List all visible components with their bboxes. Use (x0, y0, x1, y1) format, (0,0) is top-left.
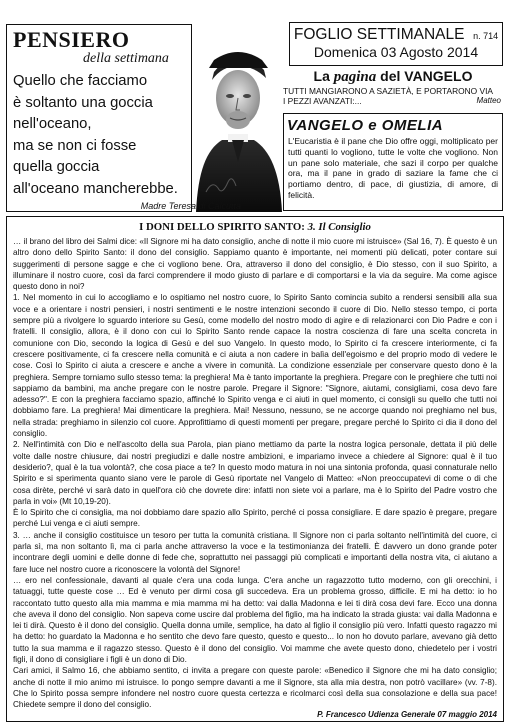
vangelo-omelia-box (283, 113, 503, 211)
pagina-source: Matteo (476, 96, 501, 105)
pagina-vangelo-box (283, 68, 503, 111)
article-title-em: 3. Il Consiglio (307, 221, 371, 233)
quote-line: è soltanto una goccia (13, 94, 153, 111)
issue-date: Domenica 03 Agosto 2014 (313, 44, 479, 60)
pagina-title-post: del VANGELO (376, 68, 473, 84)
article-paragraph: 1. Nel momento in cui lo accogliamo e lo ospitiamo nel nostro cuore, lo Spirito Santo comincia subito a rendersi sensibili alla sua voce e a orientare i nostri pensieri, i nostri sentimenti e le nostre intenzioni secondo il cuore di Dio. Nello stesso tempo, ci porta sempre più a rivolgere lo sguardo interiore su Gesù, come modello del nostro modo di agire e di relazionarci con Dio Padre e con i fratelli. Il consiglio, allora, è il dono con cui lo Spirito Santo rende capace la nostra coscienza di fare una scelta concreta in comunione con Dio, secondo la logica di Gesù e del suo Vangelo. In questo modo, lo Spirito ci fa crescere interiormente, ci fa crescere positivamente, ci fa crescere nella comunità e ci aiuta a non cadere in balìa dell'egoismo e del proprio modo di vedere le cose. Così lo Spirito ci aiuta a crescere e anche a vivere in comunità. La condizione essenziale per conservare questo dono è la preghiera. Sempre torniamo sullo stesso tema: la preghiera! Ma è tanto importante la preghiera. Pregare con le preghiere che tutti noi sappiamo da bambini, ma anche pregare con le nostre parole. Pregare il Signore: "Signore, aiutami, consigliami, cosa devo fare adesso?". E con la preghiera facciamo spazio, affinché lo Spirito venga e ci aiuti in quel momento, ci consigli su quello che tutti noi dobbiamo fare. La preghiera! Mai dimenticare la preghiera. Mai! Nessuno, nessuno, se ne accorge quando noi preghiamo nel bus, nella strada: preghiamo in silenzio col cuore. Approfittiamo di questi momenti per pregare, pregare perché lo Spirito ci dia il dono del consiglio. (13, 293, 497, 439)
quote-line: Quello che facciamo (13, 73, 148, 89)
article-paragraph: È lo Spirito che ci consiglia, ma noi dobbiamo dare spazio allo Spirito, perché ci possa consigliare. E dare spazio è pregare, pregare perché Lui venga e ci aiuti sempre. (13, 508, 497, 529)
quote-line: nell'oceano, (13, 116, 92, 132)
pagina-title-pre: La (313, 68, 334, 84)
article-paragraph: 3. … anche il consiglio costituisce un tesoro per tutta la comunità cristiana. Il Signore non ci parla soltanto nell'intimità del cuore, ci parla sì, ma non soltanto lì, ma ci parla anche attraverso la voce e la testimonianza dei fratelli. È davvero un dono grande poter incontrare degli uomini e delle donne di fede che, soprattutto nei passaggi più complicati e importanti della nostra vita, ci aiutano a fare luce nel nostro cuore a riconoscere la volontà del Signore! (13, 530, 497, 574)
quote-author: Madre Teresa di Calcutta (140, 201, 241, 211)
article-title (13, 221, 497, 233)
issue-number: n. 714 (473, 31, 499, 41)
newsletter-header (289, 22, 503, 66)
pagina-title (283, 68, 503, 86)
header-title: FOGLIO SETTIMANALE (293, 26, 465, 43)
pagina-line-2: I PEZZI AVANZATI:... (283, 96, 362, 106)
quote-line: quella goccia (13, 159, 100, 175)
quote-line: all'oceano mancherebbe. (13, 180, 178, 197)
article-title-main: I DONI DELLO SPIRITO SANTO: (139, 221, 308, 233)
main-article (6, 216, 504, 722)
article-paragraph: 2. Nell'intimità con Dio e nell'ascolto della sua Parola, pian piano mettiamo da parte la nostra logica personale, dettata il più delle volte dalle nostre chiusure, dai nostri pregiudizi e dalle nostre ambizioni, e impariamo invece a chiedere al Signore: qual è il tuo desiderio?, qual è la tua volontà?, che cosa piace a te? In questo modo matura in noi una sintonia profonda, quasi connaturale nello Spirito e si sperimenta quanto siano vere le parole di Gesù riportate nel Vangelo di Matteo: «Non preoccupatevi di come o di che cosa dirète, perché vi sarà dato in quell'ora ciò che dovrete dire: infatti non siete voi a parlare, ma è lo Spirito del Padre vostro che parla in voi» (Mt 10,19-20). (13, 440, 497, 506)
pagina-title-em: pagina (333, 69, 377, 85)
pensiero-quote (13, 71, 248, 200)
vangelo-omelia-body: L'Eucaristia è il pane che Dio offre oggi, moltiplicato per tutti quanti lo vogliono, tutte le volte che vogliono. Non un pane solo materiale, che sazi il corpo per qualche ora, ma il pane in grado di saziare la fame che ci portiamo dentro, di pace, di giustizia, di amore, di felicità. (288, 136, 498, 200)
article-paragraph: Cari amici, il Salmo 16, che abbiamo sentito, ci invita a pregare con queste parole: «Benedico il Signore che mi ha dato consiglio; anche di notte il mio animo mi istruisce. Io pongo sempre davanti a me il Signore, sta alla mia destra, non potrò vacillare» (vv. 7-8). Che lo Spirito possa sempre infondere nel nostro cuore questa certezza e ricolmarci così della sua consolazione e della sua pace! Chiedete sempre il dono del consiglio. (13, 666, 497, 710)
article-paragraph: … il brano del libro dei Salmi dice: «Il Signore mi ha dato consiglio, anche di notte il mio cuore mi istruisce» (Sal 16, 7). È questo è un altro dono dello Spirito Santo: il dono del consiglio. Sappiamo quanto è importante, nei momenti più delicati, poter contare sui suggerimenti di persone sagge e che ci vogliono bene. Ora, attraverso il dono del consiglio, è Dio stesso, con il suo Spirito, a illuminare il nostro cuore, così da farci comprendere il modo giusto di parlare e di comportarsi e la via da seguire. Ma come agisce questo dono in noi? (13, 237, 497, 292)
quote-line: ma se non ci fosse (13, 137, 137, 154)
pagina-line-1: TUTTI MANGIARONO A SAZIETÀ, E PORTARONO VIA (283, 86, 494, 96)
vangelo-omelia-title: VANGELO e OMELIA (287, 117, 444, 134)
pensiero-subtitle: della settimana (83, 51, 169, 66)
pensiero-title: PENSIERO (13, 27, 130, 52)
article-signature: P. Francesco Udienza Generale 07 maggio 2014 (317, 710, 497, 720)
article-paragraph: … ero nel confessionale, davanti al quale c'era una coda lunga. C'era anche un ragazzotto tutto moderno, con gli orecchini, i tatuaggi, tutte queste cose … Ed è venuto per dirmi cosa gli succedeva. Era un problema grosso, difficile. E mi ha detto: io ho raccontato tutto questo alla mia mamma e mia mamma mi ha detto: vai dalla Madonna e lei ti dirà cosa devi fare. Ecco una donna che aveva il dono del consiglio. Non sapeva come uscire dal problema del figlio, ma ha indicato la strada giusta: vai dalla Madonna e lei ti dirà. Questo è il dono del consiglio. Quella donna umile, semplice, ha dato al figlio il consiglio più vero. Infatti questo ragazzo mi ha detto: ho guardato la Madonna e ho sentito che devo fare questo, questo e questo... Io non ho dovuto parlare, avevano già detto tutto la sua mamma e il ragazzo stesso. Questo è il dono del consiglio. Voi mamme che avete questo dono, chiedetelo per i vostri figli, il dono di consigliare i figli è un dono di Dio. (13, 575, 497, 664)
pensiero-box (6, 24, 241, 212)
